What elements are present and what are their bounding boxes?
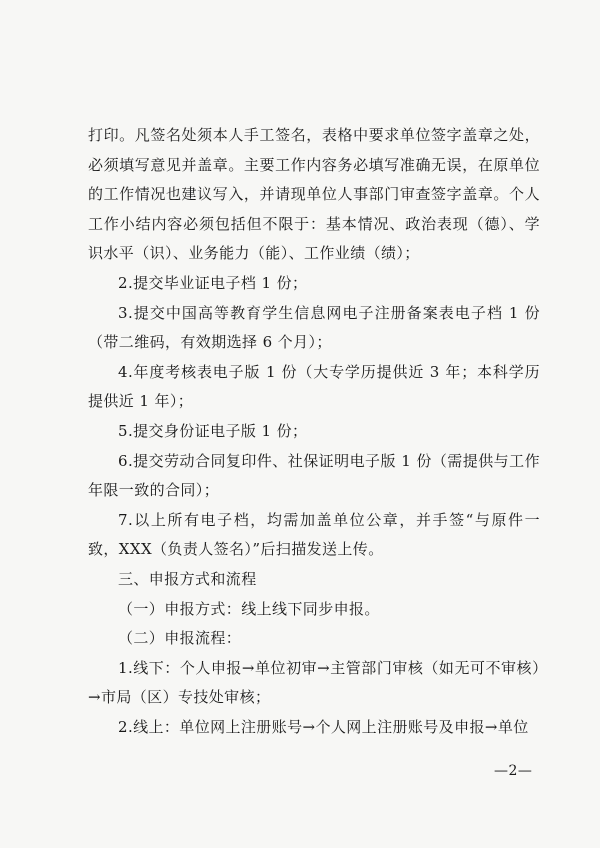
paragraph-offline-process: 1.线下：个人申报→单位初审→主管部门审核（如无可不审核）→市局（区）专技处审核；: [88, 658, 540, 707]
paragraph-item-7: 7.以上所有电子档，均需加盖单位公章，并手签“与原件一致，XXX（负责人签名）”后扫描发送上传。: [88, 510, 540, 559]
paragraph-signature-requirements: 打印。凡签名处须本人手工签名，表格中要求单位签字盖章之处，必须填写意见并盖章。主要工作内容务必填写准确无误，在原单位的工作情况也建议写入，并请现单位人事部门审查签字盖章。个人工作小结内容必须包括但不限于：基本情况、政治表现（德）、学识水平（识）、业务能力（能）、工作业绩（绩）；: [88, 126, 540, 263]
page-number: —2—: [494, 763, 533, 779]
paragraph-application-method: （一）申报方式：线上线下同步申报。: [118, 599, 380, 618]
paragraph-item-6: 6.提交劳动合同复印件、社保证明电子版 1 份（需提供与工作年限一致的合同）；: [88, 451, 540, 500]
paragraph-item-4: 4.年度考核表电子版 1 份（大专学历提供近 3 年；本科学历提供近 1 年）；: [88, 362, 540, 411]
paragraph-application-process: （二）申报流程：: [118, 629, 242, 648]
paragraph-item-2: 2.提交毕业证电子档 1 份；: [118, 273, 308, 292]
paragraph-item-5: 5.提交身份证电子版 1 份；: [118, 421, 308, 440]
paragraph-online-process: 2.线上：单位网上注册账号→个人网上注册账号及申报→单位: [118, 717, 529, 736]
section-heading-3: 三、申报方式和流程: [118, 569, 257, 588]
document-body: [88, 121, 540, 742]
paragraph-item-3: 3.提交中国高等教育学生信息网电子注册备案表电子档 1 份（带二维码，有效期选择 6 个月）；: [88, 303, 540, 352]
